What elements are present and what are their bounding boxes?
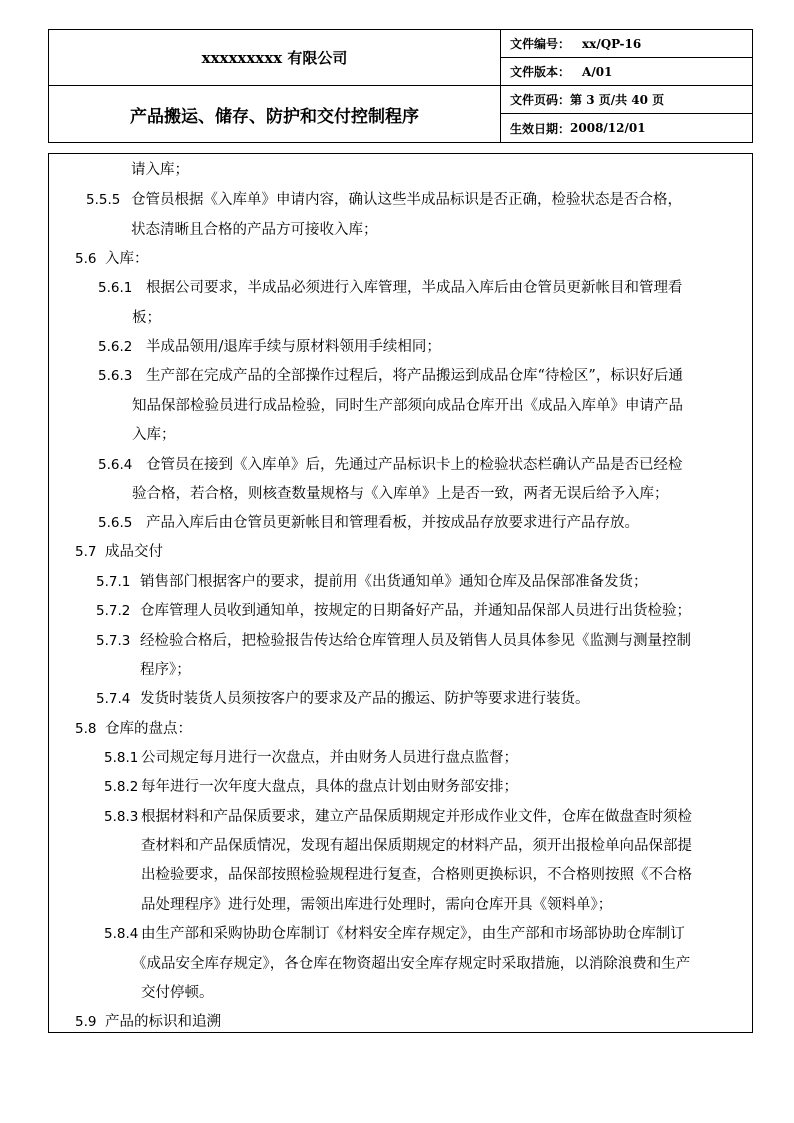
body-line: 5.6.3 生产部在完成产品的全部操作过程后，将产品搬运到成品仓库“待检区”，标识好后通	[98, 368, 683, 384]
clause-number: 5.6.2	[98, 339, 133, 355]
doc-number-label: 文件编号：	[510, 37, 571, 51]
document-title: 产品搬运、储存、防护和交付控制程序	[49, 86, 501, 143]
body-line: 入库；	[132, 427, 176, 443]
body-line: 5.6.2 半成品领用/退库手续与原材料领用手续相同；	[98, 339, 441, 355]
clause-number: 5.6.5	[98, 515, 133, 531]
body-line: 5.8.2 每年进行一次年度大盘点，具体的盘点计划由财务部安排；	[104, 779, 518, 795]
body-line: 5.7.2 仓库管理人员收到通知单，按规定的日期备好产品，并通知品保部人员进行出货检验；	[96, 603, 691, 619]
clause-number: 5.6.4	[98, 457, 133, 473]
version-row	[501, 58, 752, 86]
body-line: 品处理程序》进行处理，需领出库进行处理时，需向仓库开具《领料单》；	[141, 897, 613, 913]
version-value: A/01	[582, 64, 613, 79]
body-line: 5.8.3 根据材料和产品保质要求，建立产品保质期规定并形成作业文件，仓库在做盘查时须检	[104, 809, 692, 825]
clause-number: 5.6.1	[98, 280, 133, 296]
body-line: 5.6.5 产品入库后由仓管员更新帐目和管理看板，并按成品存放要求进行产品存放。	[98, 515, 639, 531]
body-line: 验合格，若合格，则核查数量规格与《入库单》上是否一致，两者无误后给予入库；	[132, 486, 669, 502]
clause-number: 5.6.3	[98, 368, 133, 384]
clause-number: 5.7.2	[96, 603, 131, 619]
body-line: 5.8 仓库的盘点：	[75, 721, 192, 737]
body-line: 交付停顿。	[141, 985, 214, 1001]
body-line: 板；	[132, 310, 161, 326]
clause-number: 5.6	[75, 251, 97, 267]
date-row	[501, 114, 752, 142]
body-line: 状态清晰且合格的产品方可接收入库；	[131, 222, 378, 238]
body-line: 知品保部检验员进行成品检验，同时生产部须向成品仓库开出《成品入库单》申请产品	[132, 398, 683, 414]
body-line: 5.7.1 销售部门根据客户的要求，提前用《出货通知单》通知仓库及品保部准备发货；	[96, 574, 648, 590]
clause-number: 5.7.1	[96, 574, 131, 590]
clause-number: 5.7.3	[96, 633, 131, 649]
body-line: 程序》；	[140, 662, 191, 678]
clause-number: 5.5.5	[86, 192, 121, 208]
body-line: 5.9 产品的标识和追溯	[75, 1014, 221, 1030]
body-line: 5.6 入库：	[75, 251, 149, 267]
company-name: xxxxxxxxx 有限公司	[49, 30, 501, 86]
version-label: 文件版本：	[510, 65, 571, 79]
body-line: 5.8.4 由生产部和采购协助仓库制订《材料安全库存规定》，由生产部和市场部协助仓库制订	[104, 926, 685, 942]
clause-number: 5.9	[75, 1014, 97, 1030]
page-label: 文件页码：	[510, 93, 571, 107]
body-line: 《成品安全库存规定》，各仓库在物资超出安全库存规定时采取措施，以消除浪费和生产	[132, 956, 691, 972]
document-header	[48, 29, 753, 143]
doc-number-value: xx/QP-16	[582, 36, 642, 51]
clause-number: 5.7.4	[96, 691, 131, 707]
body-line: 5.5.5 仓管员根据《入库单》申请内容，确认这些半成品标识是否正确，检验状态是否合格，	[86, 192, 682, 208]
date-value: 2008/12/01	[570, 121, 646, 135]
body-line: 5.7.4 发货时装货人员须按客户的要求及产品的搬运、防护等要求进行装货。	[96, 691, 590, 707]
clause-number: 5.8.1	[104, 750, 139, 766]
body-line: 出检验要求，品保部按照检验规程进行复查，合格则更换标识，不合格则按照《不合格	[141, 867, 692, 883]
body-line: 请入库；	[131, 162, 189, 178]
clause-number: 5.8	[75, 721, 97, 737]
clause-number: 5.7	[75, 544, 97, 560]
document-meta	[501, 30, 752, 142]
body-line: 5.6.1 根据公司要求，半成品必须进行入库管理，半成品入库后由仓管员更新帐目和管理看	[98, 280, 683, 296]
body-line: 5.8.1 公司规定每月进行一次盘点，并由财务人员进行盘点监督；	[104, 750, 518, 766]
body-line: 查材料和产品保质情况，发现有超出保质期规定的材料产品，须开出报检单向品保部提	[141, 838, 692, 854]
body-line: 5.7 成品交付	[75, 544, 163, 560]
document-body	[48, 153, 753, 1033]
date-label: 生效日期：	[510, 121, 571, 136]
body-line: 5.6.4 仓管员在接到《入库单》后，先通过产品标识卡上的检验状态栏确认产品是否已经检	[98, 457, 683, 473]
clause-number: 5.8.2	[104, 779, 139, 795]
doc-number-row	[501, 30, 752, 58]
body-line: 5.7.3 经检验合格后，把检验报告传达给仓库管理人员及销售人员具体参见《监测与测量控制	[96, 633, 691, 649]
page-value: 第 3 页/共 40 页	[570, 93, 665, 107]
clause-number: 5.8.3	[104, 809, 139, 825]
page-row	[501, 86, 752, 114]
clause-number: 5.8.4	[104, 926, 139, 942]
